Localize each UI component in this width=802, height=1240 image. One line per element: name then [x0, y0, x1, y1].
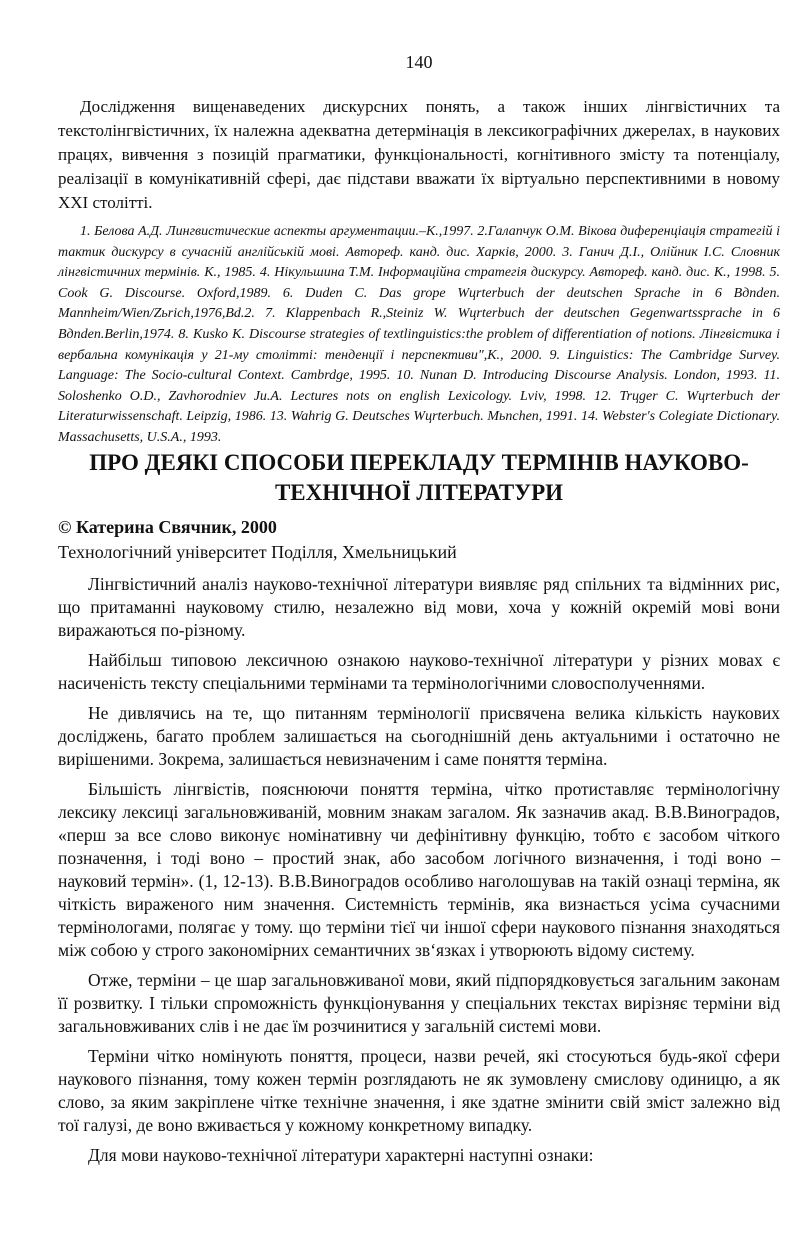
intro-paragraph: Дослідження вищенаведених дискурсних понять, а також інших лінгвістичних та текстолінгвістичних, їх належна адекватна детермінація в лексикографічних джерелах, в наукових працях, вивчення з позицій прагматики, функціональності, когнітивного змісту та потенціалу, реалізації в комунікативній сфері, дає підстави вважати їх віртуально перспективними в новому XXI столітті. — [58, 97, 780, 212]
references-list: 1. Белова А.Д. Лингвистические аспекты аргументации.–К.,1997. 2.Галапчук О.М. Вікова диференціація стратегій і тактик дискурсу в сучасній англійській мові. Автореф. канд. дис. Харків, 2000. 3. Ганич Д.І., Олійник І.С. Словник лінгвістичних термінів. К., 1985. 4. Нікульшина Т.М. Інформаційна стратегія дискурсу. Автореф. канд. дис. К., 1998. 5. Cook G. Discourse. Oxford,1989. 6. Duden C. Das grope Wцrterbuch der deutschen Sprache in 6 Bдnden. Mannheim/Wien/Zьrich,1976,Bd.2. 7. Klappenbach R.,Steiniz W. Wцrterbuch der deutschen Gegenwartssprache in 6 Bдnden.Berlin,1974. 8. Kusko K. Discourse strategies of textlinguistics:the problem of differentiation of notions. Лінгвістика і вербальна комунікація у 21-му столітті: тенденції і перспективи",К., 2000. 9. Linguistics: The Cambridge Survey. Language: The Socio-cultural Context. Cambrdge, 1995. 10. Nunan D. Introducing Discourse Analysis. London, 1993. 11. Soloshenko O.D., Zavhorodniev Ju.A. Lectures nots on english Lexicology. Lviv, 1998. 12. Trцger C. Wцrterbuch der Literaturwissenschaft. Leipzig, 1986. 13. Wahrig G. Deutsches Wцrterbuch. Mьnchen, 1991. 14. Webster's Colegiate Dictionary. Massachusetts, U.S.A., 1993. — [58, 224, 780, 445]
body-paragraph: Отже, терміни – це шар загальновживаної мови, який підпорядковується загальним законам її розвитку. І тільки спроможність функціонування у спеціальних текстах вирізняє терміни від загальновживаних слів і не дає їм розчинитися у загальній системі мови. — [58, 970, 780, 1036]
body-paragraph: Лінгвістичний аналіз науково-технічної літератури виявляє ряд спільних та відмінних рис, що притаманні науковому стилю, незалежно від мови, хоча у кожній окремій мові вони виражаються по-різному. — [58, 574, 780, 640]
body-paragraph: Найбільш типовою лексичною ознакою науково-технічної літератури у різних мовах є насиченість тексту спеціальними термінами та термінологічними словосполученнями. — [58, 650, 780, 693]
body-paragraph: Не дивлячись на те, що питанням термінології присвячена велика кількість наукових досліджень, багато проблем залишається на сьогоднішній день актуальними і остаточно не вирішеними. Зокрема, залишається невизначеним і саме поняття терміна. — [58, 703, 780, 769]
body-paragraph: Терміни чітко номінують поняття, процеси, назви речей, які стосуються будь-якої сфери наукового пізнання, тому кожен термін розглядають не як зумовлену смислову одиницю, а як слово, за яким закріплене чітке технічне значення, і яке здатне змінити свій зміст залежно від тої галузі, де воно вживається у кожному конкретному випадку. — [58, 1046, 780, 1135]
body-paragraph: Для мови науково-технічної літератури характерні наступні ознаки: — [88, 1145, 594, 1165]
article-title: ПРО ДЕЯКІ СПОСОБИ ПЕРЕКЛАДУ ТЕРМІНІВ НАУКОВО-ТЕХНІЧНОЇ ЛІТЕРАТУРИ — [89, 450, 749, 505]
body-paragraph: Більшість лінгвістів, пояснюючи поняття терміна, чітко протиставляє термінологічну лексику лексиці загальновживаній, мовним знакам загалом. Як зазначив акад. В.В.Виноградов, «перш за все слово виконує номінативну чи дефінітивну функцію, тобто є засобом чіткого позначення, і тоді воно – простий знак, або засобом логічного визначення, і тоді воно – науковий термін». (1, 12-13). В.В.Виноградов особливо наголошував на такій ознаці терміна, як чіткість вираженого ним значення. Системність термінів, яка визнається усіма сучасними термінологами, полягає у тому. що терміни тієї чи іншої сфери наукового пізнання знаходяться між собою у строго закономірних семантичних зв‘язках і утворюють відому систему. — [58, 779, 780, 960]
article-affiliation: Технологічний університет Поділля, Хмельницький — [58, 542, 457, 562]
article-body — [58, 573, 780, 1174]
page-number: 140 — [405, 52, 433, 72]
article-author: © Катерина Свячник, 2000 — [58, 517, 277, 537]
